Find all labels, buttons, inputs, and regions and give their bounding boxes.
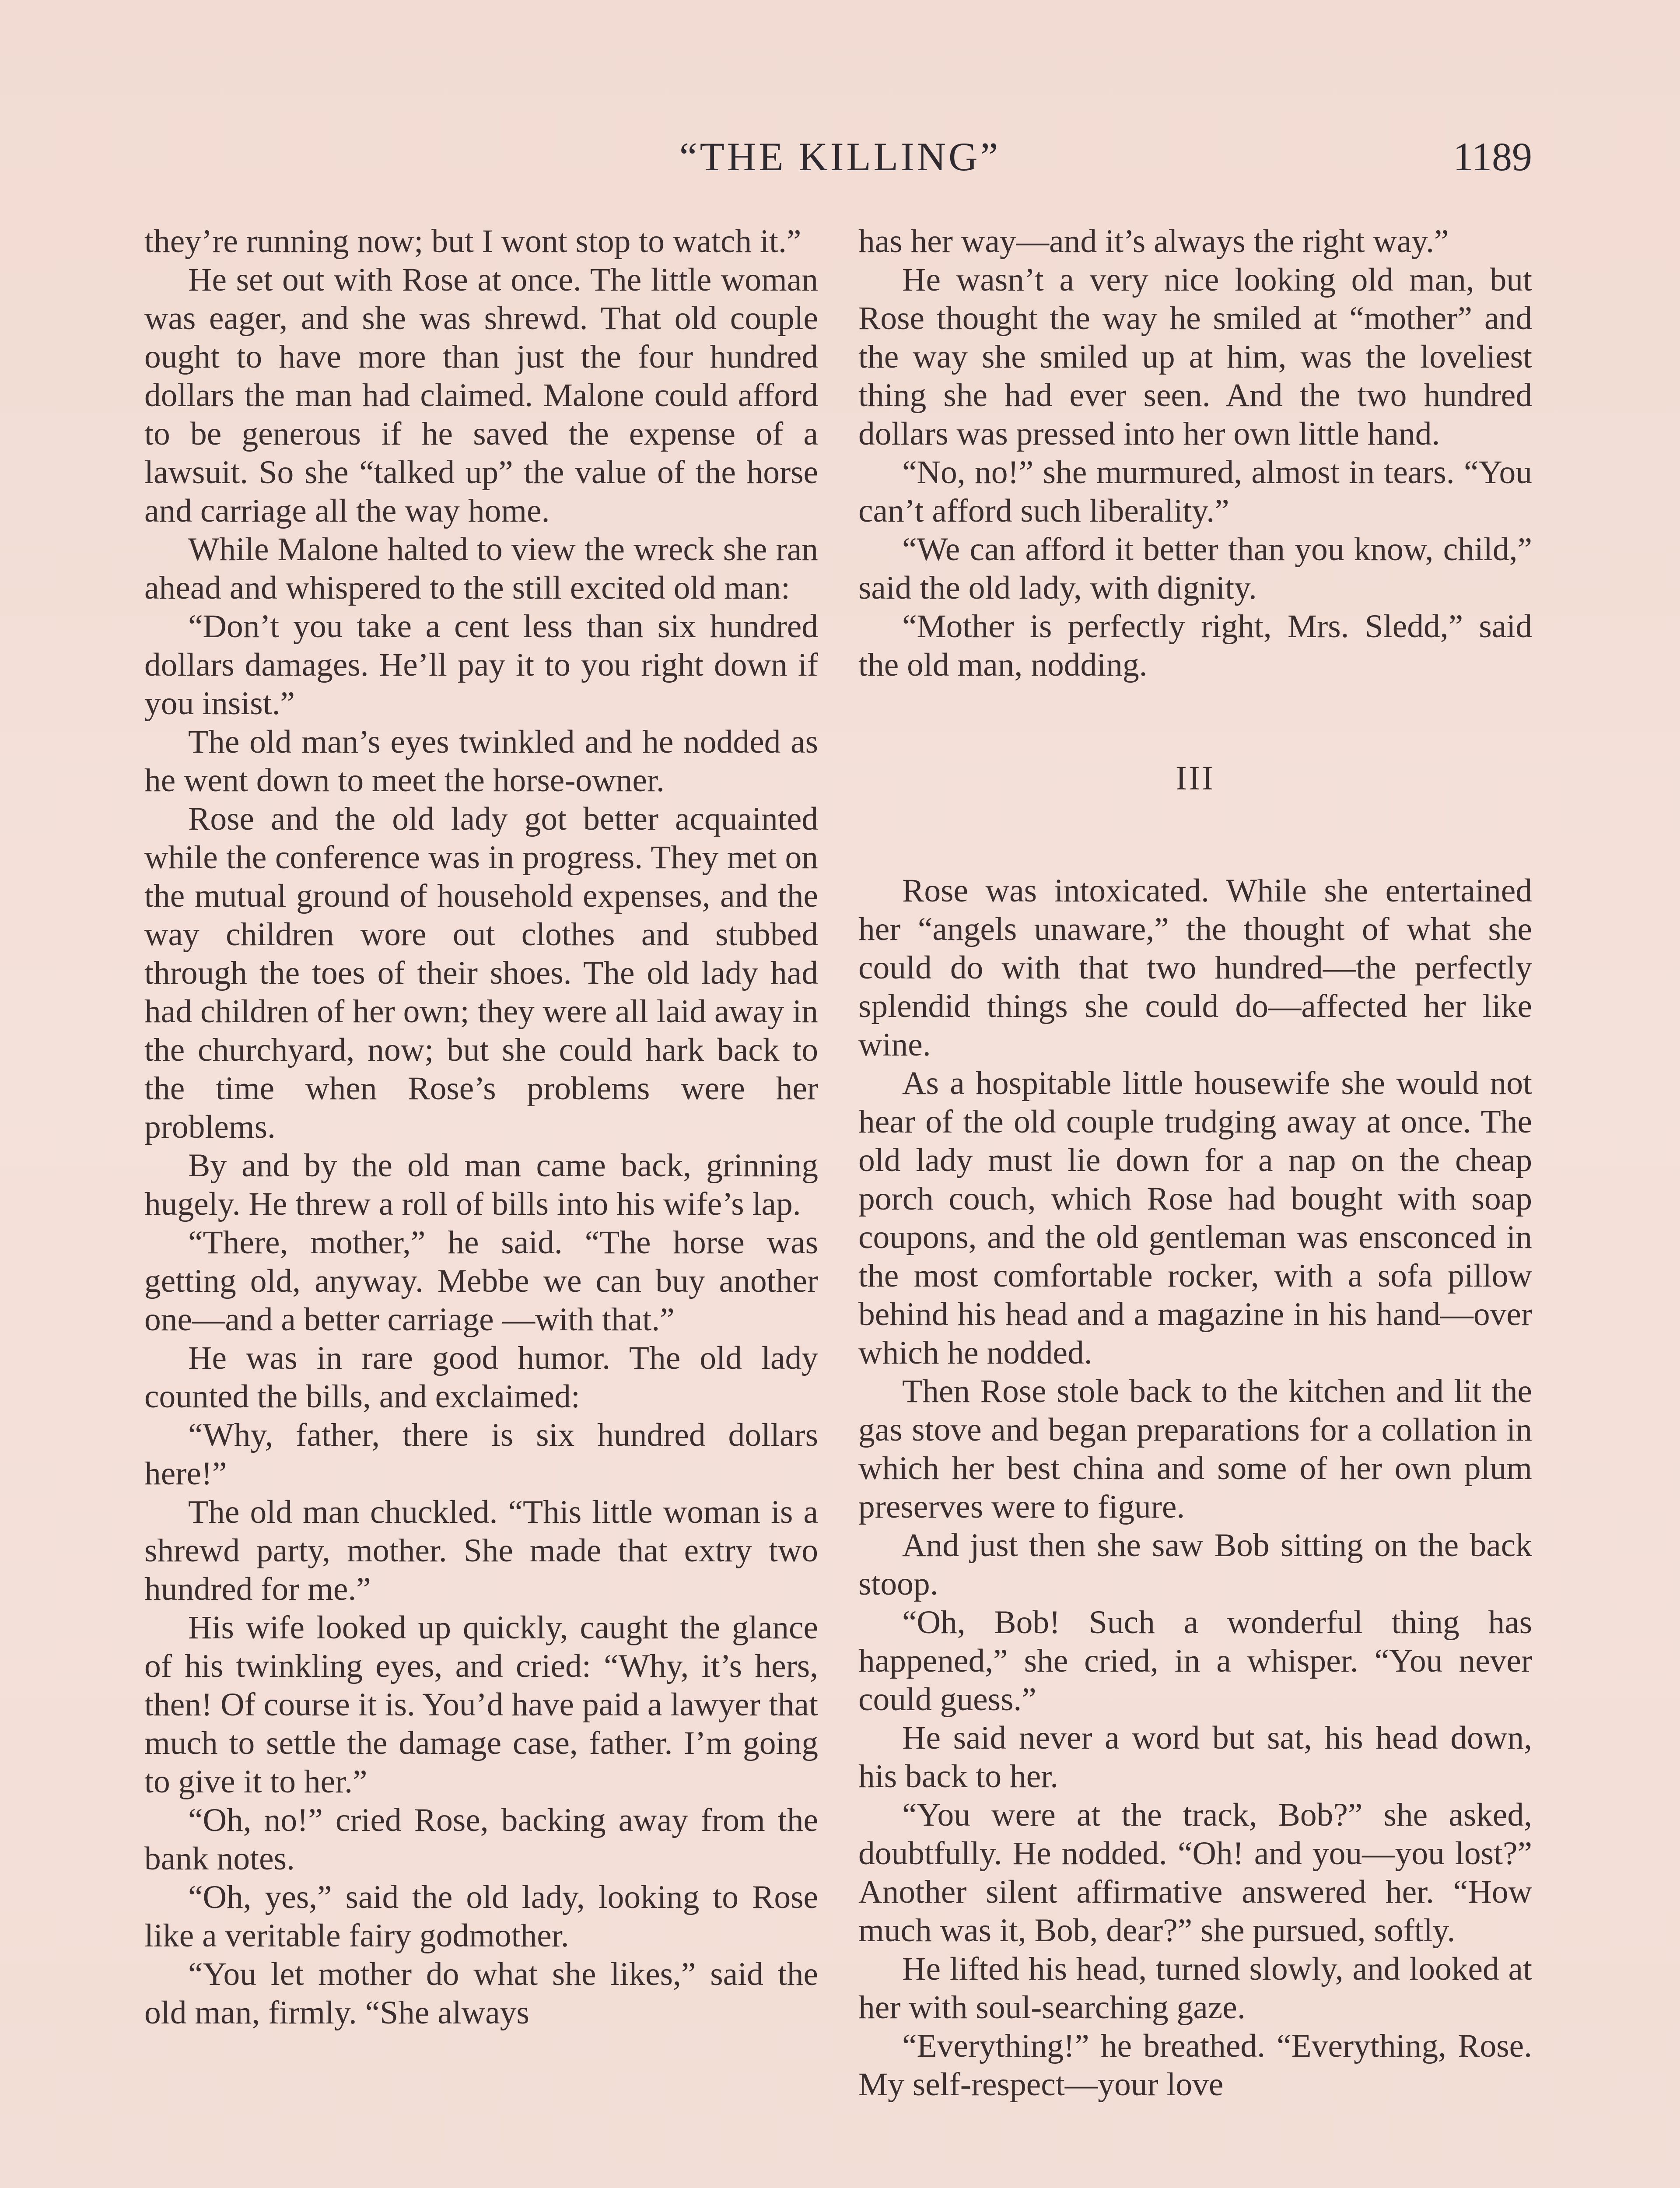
paragraph: The old man’s eyes twinkled and he nodded as he went down to meet the horse-owner. xyxy=(144,724,818,799)
right-text-column xyxy=(858,222,1532,2104)
paragraph: As a hospitable little housewife she would not hear of the old couple trudging away at once. The old lady must lie down for a nap on the cheap porch couch, which Rose had bought with soap coupons, and the old gentleman was ensconced in the most comfortable rocker, with a sofa pillow behind his head and a magazine in his hand—over which he nodded. xyxy=(858,1065,1532,1371)
paragraph: “Everything!” he breathed. “Everything, Rose. My self-respect—your love xyxy=(858,2028,1532,2103)
page-number: 1189 xyxy=(1453,134,1532,179)
paragraph: He wasn’t a very nice looking old man, but Rose thought the way he smiled at “mother” and the way she smiled up at him, was the loveliest thing she had ever seen. And the two hundred dollars was pressed into her own little hand. xyxy=(858,262,1532,452)
paragraph: “You let mother do what she likes,” said the old man, firmly. “She always xyxy=(144,1956,818,2031)
paragraph: Rose was intoxicated. While she entertained her “angels unaware,” the thought of what she could do with that two hundred—the perfectly splendid things she could do—affected her like wine. xyxy=(858,873,1532,1063)
paragraph: He was in rare good humor. The old lady counted the bills, and exclaimed: xyxy=(144,1340,818,1415)
paragraph: “Why, father, there is six hundred dollars here!” xyxy=(144,1417,818,1492)
paragraph: Then Rose stole back to the kitchen and lit the gas stove and began preparations for a collation in which her best china and some of her own plum preserves were to figure. xyxy=(858,1373,1532,1525)
paragraph: has her way—and it’s always the right way.” xyxy=(858,223,1449,259)
paragraph: “We can afford it better than you know, child,” said the old lady, with dignity. xyxy=(858,531,1532,606)
paragraph: “Oh, yes,” said the old lady, looking to Rose like a veritable fairy godmother. xyxy=(144,1879,818,1954)
paragraph: “No, no!” she murmured, almost in tears. “You can’t afford such liberality.” xyxy=(858,454,1532,529)
paragraph: His wife looked up quickly, caught the glance of his twinkling eyes, and cried: “Why, it’s hers, then! Of course it is. You’d have paid a lawyer that much to settle the damage case, father. I’m going to give it to her.” xyxy=(144,1609,818,1800)
paragraph: “You were at the track, Bob?” she asked, doubtfully. He nodded. “Oh! and you—you lost?” Another silent affirmative answered her. “How much was it, Bob, dear?” she pursued, softly. xyxy=(858,1797,1532,1949)
paragraph: The old man chuckled. “This little woman is a shrewd party, mother. She made that extry two hundred for me.” xyxy=(144,1494,818,1607)
running-title: “THE KILLING” xyxy=(679,134,1001,179)
paragraph: “Oh, Bob! Such a wonderful thing has happened,” she cried, in a whisper. “You never could guess.” xyxy=(858,1604,1532,1718)
paragraph: And just then she saw Bob sitting on the back stoop. xyxy=(858,1527,1532,1602)
left-text-column xyxy=(144,222,818,2032)
paragraph: While Malone halted to view the wreck she ran ahead and whispered to the still excited old man: xyxy=(144,531,818,606)
paragraph: “Don’t you take a cent less than six hundred dollars damages. He’ll pay it to you right down if you insist.” xyxy=(144,608,818,722)
paragraph: He lifted his head, turned slowly, and looked at her with soul-searching gaze. xyxy=(858,1951,1532,2026)
paragraph: Rose and the old lady got better acquainted while the conference was in progress. They met on the mutual ground of household expenses, and the way children wore out clothes and stubbed through the toes of their shoes. The old lady had had children of her own; they were all laid away in the churchyard, now; but she could hark back to the time when Rose’s problems were her problems. xyxy=(144,801,818,1145)
paragraph: He said never a word but sat, his head down, his back to her. xyxy=(858,1720,1532,1795)
right-column-top-paragraphs xyxy=(858,222,1532,684)
paragraph: “There, mother,” he said. “The horse was getting old, anyway. Mebbe we can buy another one—and a better carriage —with that.” xyxy=(144,1224,818,1338)
section-numeral: III xyxy=(1176,759,1215,797)
right-column-bottom-paragraphs xyxy=(858,872,1532,2104)
paragraph: they’re running now; but I wont stop to watch it.” xyxy=(144,223,802,259)
paragraph: “Mother is perfectly right, Mrs. Sledd,” said the old man, nodding. xyxy=(858,608,1532,683)
paragraph: “Oh, no!” cried Rose, backing away from the bank notes. xyxy=(144,1802,818,1877)
paragraph: By and by the old man came back, grinning hugely. He threw a roll of bills into his wife’s lap. xyxy=(144,1147,818,1222)
page-header xyxy=(140,133,1540,182)
paragraph: He set out with Rose at once. The little woman was eager, and she was shrewd. That old couple ought to have more than just the four hundred dollars the man had claimed. Malone could afford to be generous if he saved the expense of a lawsuit. So she “talked up” the value of the horse and carriage all the way home. xyxy=(144,262,818,529)
